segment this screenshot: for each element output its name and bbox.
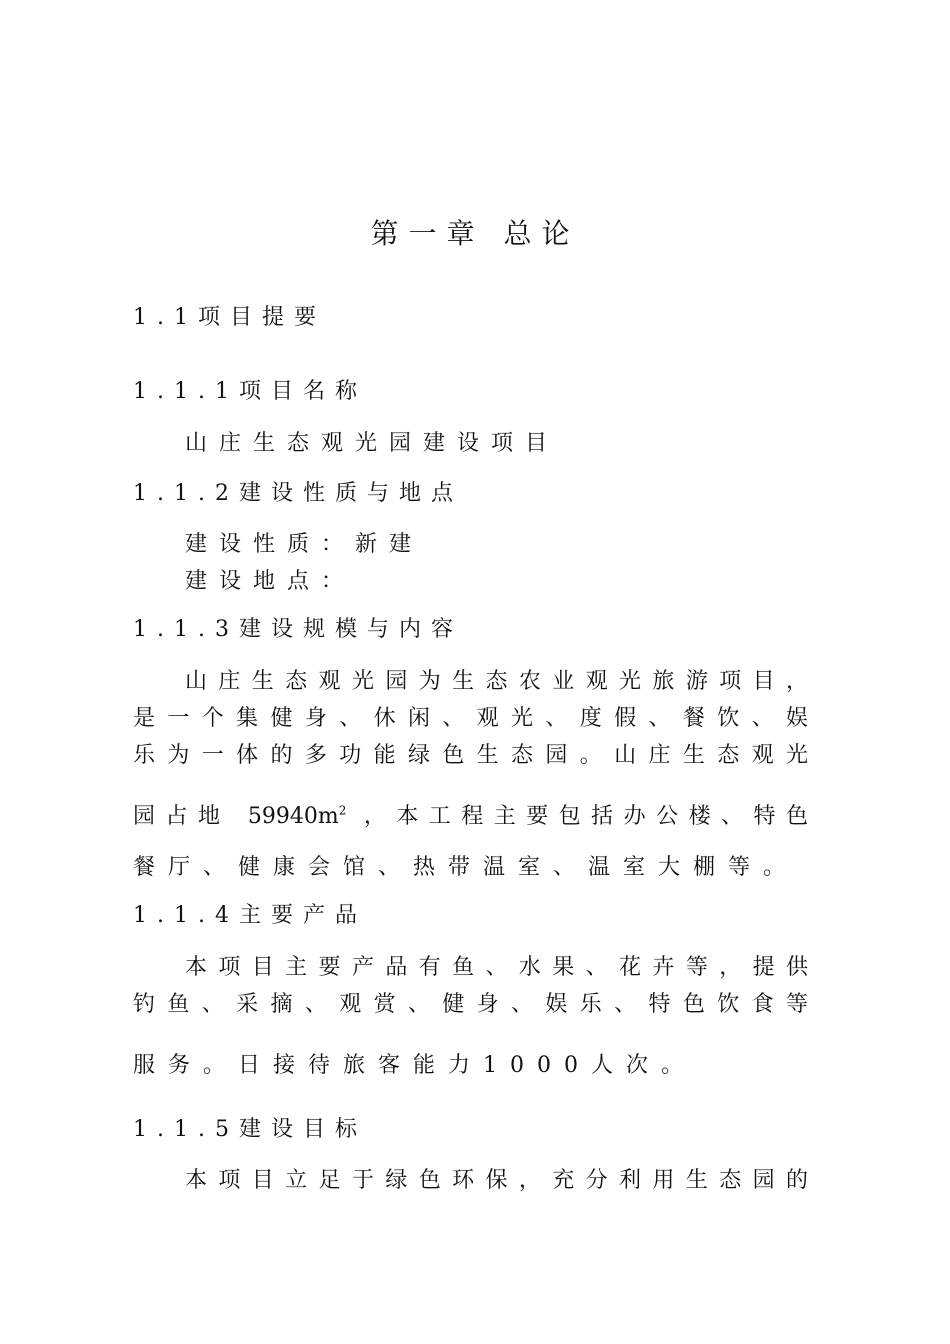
construction-location: 建设地点：: [185, 569, 356, 594]
paragraph-line-area: [133, 799, 808, 836]
area-prefix: 园占地: [133, 804, 231, 829]
section-heading-1-1-1: 1.1.1项目名称: [133, 379, 367, 404]
paragraph-scale-content: [133, 664, 808, 887]
area-value: 59940m: [247, 804, 339, 829]
section-heading-1-1-2: 1.1.2建设性质与地点: [133, 481, 463, 506]
paragraph-line: 是一个集健身、休闲、观光、度假、餐饮、娱: [133, 706, 808, 731]
chapter-title: 第一章 总论: [370, 217, 580, 250]
paragraph-line: 本项目主要产品有鱼、水果、花卉等，提供: [185, 955, 808, 980]
construction-nature: 建设性质：新建: [185, 532, 424, 557]
paragraph-line: 山庄生态观光园为生态农业观光旅游项目，: [185, 669, 808, 694]
paragraph-goals: [133, 1163, 808, 1200]
paragraph-products: [133, 950, 808, 1085]
project-name: 山庄生态观光园建设项目: [185, 431, 560, 456]
section-heading-1-1-5: 1.1.5建设目标: [133, 1117, 367, 1142]
paragraph-line: 餐厅、健康会馆、热带温室、温室大棚等。: [133, 855, 799, 880]
section-heading-1-1: 1.1项目提要: [133, 305, 326, 330]
paragraph-line: 钓鱼、采摘、观赏、健身、娱乐、特色饮食等: [133, 992, 808, 1017]
paragraph-line: 乐为一体的多功能绿色生态园。山庄生态观光: [133, 743, 808, 768]
section-heading-1-1-3: 1.1.3建设规模与内容: [133, 617, 463, 642]
area-superscript: 2: [338, 803, 347, 818]
paragraph-line: 本项目立足于绿色环保，充分利用生态园的: [185, 1168, 808, 1193]
area-suffix: ，本工程主要包括办公楼、特色: [363, 804, 808, 829]
section-heading-1-1-4: 1.1.4主要产品: [133, 903, 367, 928]
paragraph-line: 服务。日接待旅客能力1000人次。: [133, 1053, 696, 1078]
